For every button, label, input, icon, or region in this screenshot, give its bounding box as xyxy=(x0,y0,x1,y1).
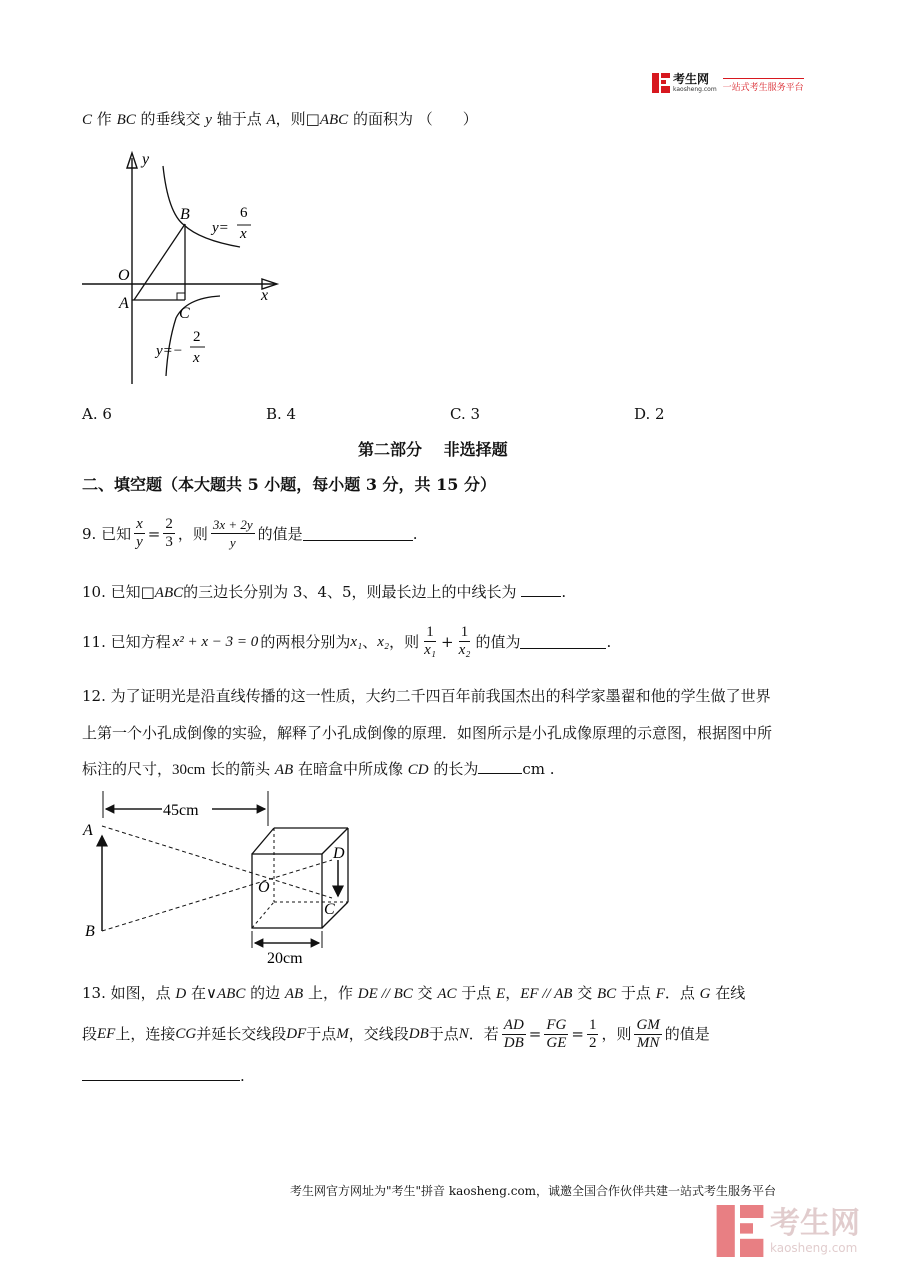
q9-answer-blank[interactable] xyxy=(303,526,413,541)
q12-line3: 标注的尺寸，30cm 长的箭头 AB 在暗盒中所成像 CD 的长为 cm . xyxy=(82,760,555,778)
header-logo xyxy=(652,72,804,93)
label-o: O xyxy=(258,879,270,896)
q12-answer-blank[interactable] xyxy=(478,759,522,774)
label-45cm: 45cm xyxy=(163,802,199,819)
q8-stem: C 作 BC 的垂线交 y 轴于点 A，则□ABC 的面积为 （ ） xyxy=(82,110,478,128)
curve2-den: x xyxy=(193,350,200,366)
label-c: C xyxy=(179,305,190,322)
curve2-num: 2 xyxy=(193,329,201,345)
q8-option-c[interactable]: C. 3 xyxy=(450,405,481,423)
q12-pinhole-figure xyxy=(78,786,378,968)
q11: 11. 已知方程 x² + x − 3 = 0 的两根分别为 x₁ 、 x₂ ，则 $\frac{1}{\text{x₁}}$ + $\frac{1}{\text{x₂}}$ 的值为 . xyxy=(82,624,612,658)
q12-line1: 12. 为了证明光是沿直线传播的这一性质，大约二千四百年前我国杰出的科学家墨翟和他的学生做了世界 xyxy=(82,687,771,705)
q12-line2: 上第一个小孔成倒像的实验，解释了小孔成倒像的原理．如图所示是小孔成像原理的示意图，根据图中所 xyxy=(82,724,773,742)
label-y: y xyxy=(142,151,150,168)
q11-answer-blank[interactable] xyxy=(520,634,606,649)
label-b: B xyxy=(180,206,190,223)
q8-graph xyxy=(70,148,290,388)
q10-answer-blank[interactable] xyxy=(521,582,561,597)
q13-answer-blank[interactable] xyxy=(82,1066,240,1081)
q13-line2: 段 EF 上，连接 CG 并延长交线段 DF 于点 M ，交线段 DB 于点 N ．若 $\frac{AD}{DB}$ = $\frac{FG}{GE}$ = $\frac{1}{2}$ ，则 $\frac{GM}{MN}$ 的值是 xyxy=(82,1016,710,1051)
label-c: C xyxy=(324,901,335,918)
curve1-num: 6 xyxy=(240,205,248,221)
curve1-den: x xyxy=(240,226,247,242)
curve2-prefix: y=− xyxy=(156,343,183,359)
label-d: D xyxy=(333,845,345,862)
curve1-prefix: y= xyxy=(212,220,229,236)
label-o: O xyxy=(118,267,130,284)
ray-b xyxy=(102,860,332,931)
segment-ab xyxy=(134,224,185,300)
logo-text: 考生网 xyxy=(673,71,710,86)
watermark-text: 考生网 xyxy=(770,1206,860,1241)
logo-slogan: 一站式考生服务平台 xyxy=(723,78,804,93)
q8-option-b[interactable]: B. 4 xyxy=(266,405,297,423)
q8-option-a[interactable]: A. 6 xyxy=(82,405,112,423)
label-a: A xyxy=(83,822,93,839)
label-x: x xyxy=(261,287,269,304)
kaosheng-logo-icon xyxy=(652,73,670,93)
footer-text: 考生网官方网址为"考生"拼音 kaosheng.com，诚邀全国合作伙伴共建一站式考生服务平台 xyxy=(290,1184,777,1198)
kaosheng-watermark-icon xyxy=(716,1205,764,1257)
q10: 10. 已知□ABC的三边长分别为 3、4、5，则最长边上的中线长为 . xyxy=(82,583,567,601)
q9: 9. 已知 $\frac{x}{y}$ = $\frac{2}{3}$ ，则 $\frac{3x + 2y}{y}$ 的值是 . xyxy=(82,516,418,550)
label-b: B xyxy=(85,923,95,940)
right-angle-mark xyxy=(177,293,185,300)
q13-line1: 13. 如图，点 D 在∨ABC 的边 AB 上，作 DE // BC 交 AC 于点 E，EF // AB 交 BC 于点 F．点 G 在线 xyxy=(82,984,746,1002)
q8-option-d[interactable]: D. 2 xyxy=(634,405,665,423)
part2-title: 第二部分 非选择题 xyxy=(358,440,508,459)
watermark-sub: kaosheng.com xyxy=(770,1241,858,1255)
section2-title: 二、填空题（本大题共 5 小题，每小题 3 分，共 15 分） xyxy=(82,475,496,494)
ray-a xyxy=(102,826,332,898)
q13-answer: . xyxy=(82,1066,245,1086)
footer-watermark xyxy=(716,1205,860,1257)
label-a: A xyxy=(119,295,129,312)
logo-sub: kaosheng.com xyxy=(673,85,717,93)
label-20cm: 20cm xyxy=(267,950,303,967)
